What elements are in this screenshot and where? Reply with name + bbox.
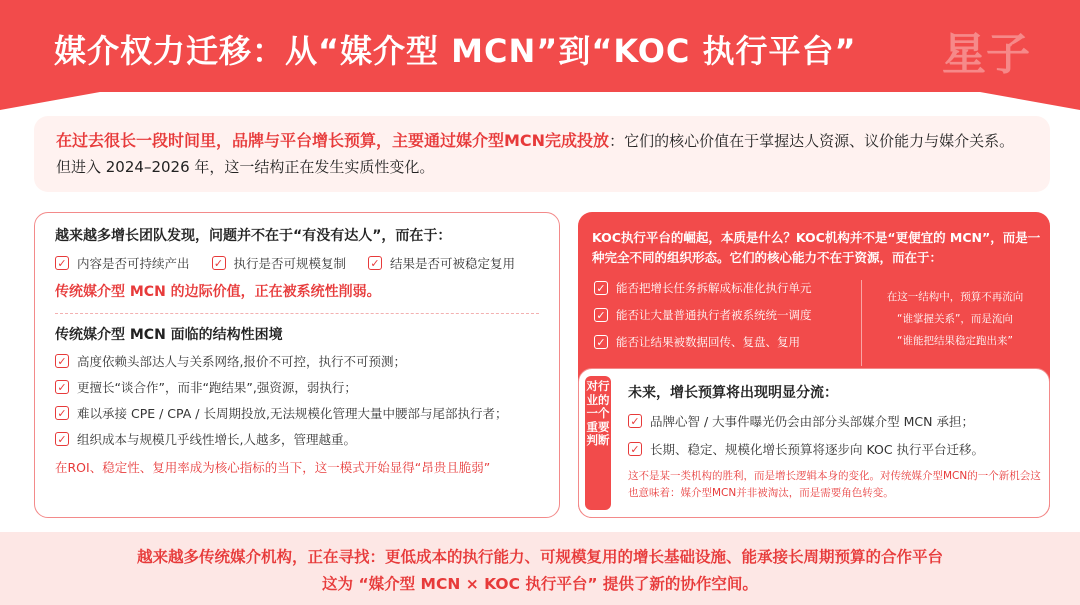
right-title: KOC执行平台的崛起，本质是什么？KOC机构并不是“更便宜的 MCN”，而是一种完全不同的组织形态。它们的核心能力不在于资源，而在于： [592,230,1041,265]
page-title: 媒介权力迁移：从“媒介型 MCN”到“KOC 执行平台” [54,32,857,70]
vertical-tag: 对行业的一个重要判断 [585,376,611,510]
check-icon: ✓ [55,256,69,270]
judgement-title: 未来，增长预算将出现明显分流： [628,385,838,401]
left-footer: 在ROI、稳定性、复用率成为核心指标的当下，这一模式开始显得“昂贵且脆弱” [55,460,491,475]
check-icon: ✓ [55,380,69,394]
judgement-note: 这不是某一类机构的胜利，而是增长逻辑本身的变化。对传统媒介型MCN的一个新机会这也意味着：媒介型MCN并非被淘汰，而是需要角色转变。 [628,470,1041,499]
check-icon: ✓ [594,335,608,349]
right-side-note: 在这一结构中，预算不再流向 “谁掌握关系”，而是流向 “谁能把结果稳定跑出来” [886,291,1024,347]
bottom-line-1: 越来越多传统媒介机构，正在寻找：更低成本的执行能力、可规模复用的增长基础设施、能承接长周期预算的合作平台 [136,548,943,566]
bottom-line-2: 这为 “媒介型 MCN × KOC 执行平台” 提供了新的协作空间。 [322,575,758,593]
vertical-divider [861,280,862,366]
check-item: ✓ 能否把增长任务拆解成标准化执行单元 [594,280,812,296]
left-title-1: 越来越多增长团队发现，问题并不在于“有没有达人”，而在于： [55,228,452,244]
check-item: ✓ 内容是否可持续产出 [55,254,190,272]
check-item: ✓ 品牌心智 / 大事件曝光仍会由部分头部媒介型 MCN 承担； [628,412,1042,430]
check-icon: ✓ [594,281,608,295]
header-banner [0,0,1080,92]
header-notch-right [980,92,1080,110]
check-item: ✓ 执行是否可规模复制 [212,254,347,272]
check-icon: ✓ [594,308,608,322]
check-icon: ✓ [368,256,382,270]
intro-text: ：它们的核心价值在于掌握达人资源、议价能力与媒介关系。但进入 2024–2026 年，这一结构正在发生实质性变化。 [56,132,1015,176]
check-item: ✓ 高度依赖头部达人与关系网络,报价不可控，执行不可预测； [55,352,539,370]
left-title-2: 传统媒介型 MCN 面临的结构性困境 [55,327,283,343]
check-item: ✓ 能否让结果被数据回传、复盘、复用 [594,334,812,350]
intro-box [34,116,1050,192]
judgement-body [628,382,1042,502]
check-item: ✓ 难以承接 CPE / CPA / 长周期投放,无法规模化管理大量中腰部与尾部执行者； [55,404,539,422]
check-item: ✓ 能否让大量普通执行者被系统统一调度 [594,307,812,323]
intro-highlight: 在过去很长一段时间里，品牌与平台增长预算，主要通过媒介型MCN完成投放 [56,131,610,150]
check-icon: ✓ [628,442,642,456]
check-icon: ✓ [55,406,69,420]
header-notch-left [0,92,100,110]
dashed-divider [55,313,539,314]
check-icon: ✓ [55,354,69,368]
bottom-banner [0,532,1080,605]
left-red-statement: 传统媒介型 MCN 的边际价值，正在被系统性削弱。 [55,284,381,300]
check-item: ✓ 组织成本与规模几乎线性增长,人越多，管理越重。 [55,430,539,448]
check-item: ✓ 结果是否可被稳定复用 [368,254,515,272]
check-icon: ✓ [628,414,642,428]
left-card [34,212,560,518]
check-item: ✓ 更擅长“谈合作”，而非“跑结果”,强资源，弱执行； [55,378,539,396]
check-icon: ✓ [55,432,69,446]
check-icon: ✓ [212,256,226,270]
brand-watermark: 星子 [942,29,1030,80]
check-item: ✓ 长期、稳定、规模化增长预算将逐步向 KOC 执行平台迁移。 [628,440,1042,458]
